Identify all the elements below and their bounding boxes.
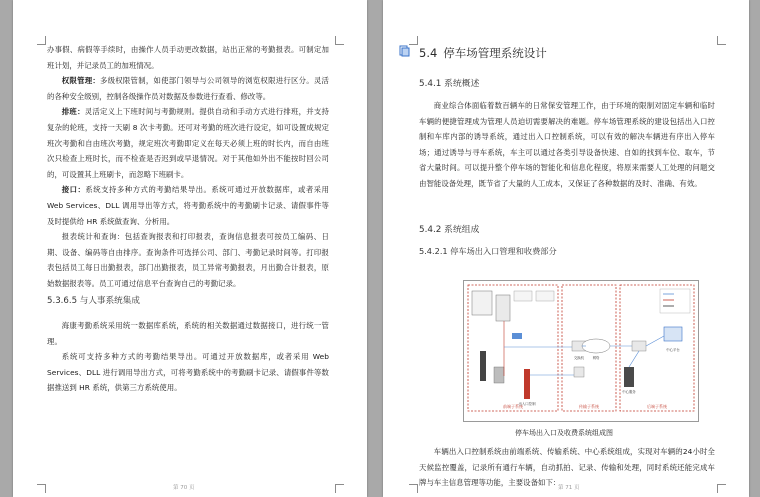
overview-body (419, 98, 715, 192)
legend (660, 289, 690, 313)
section-heading: 5.4.2 系统组成 (419, 225, 480, 235)
left-body (47, 42, 329, 292)
page-number: 第 70 页 (173, 485, 195, 491)
heading-5-4-2-1 (419, 246, 715, 257)
device-label-box (536, 291, 554, 301)
paragraph-entrance-system: 车辆出入口控制系统由前端系统、传输系统、中心系统组成，实现对车辆的24小时全天候监控覆盖，记录所有通行车辆，自动抓拍、记录、传输和处理，同时系统还能完成车牌与车主信息管理等功能，主要设备如下： (419, 447, 715, 488)
document-page-right (383, 0, 749, 497)
monitor-icon (664, 327, 682, 341)
paragraph-leave: 办事假、病假等手续时，由操作人员手动更改数据，站出正常的考勤报表。可制定加班计划，并记录员工的加班情况。 (47, 45, 329, 70)
crop-mark (37, 484, 46, 493)
label-entrance-control: 出入口控制 (518, 402, 536, 406)
section-hr-integration (47, 294, 329, 306)
camera-pole-icon (480, 351, 486, 381)
paragraph-report: 报表统计和查询：包括查询报表和打印报表，查询信息报表可按员工编码、日期、设备、编码等自由排序。查询条件可选择公司、部门、考勤记录时间等。打印报表包括员工每日出勤报表，部门出勤报表，员工异常考勤报表，月出勤合计报表，原始数据报表等。员工可通过信息平台查询自己的考勤记录。 (47, 232, 329, 288)
zone-label-transmission: 传输子系统 (579, 404, 599, 409)
paragraph-overview: 商业综合体面临着数百辆车的日常保安管理工作，由于环境的限制对固定车辆和临时车辆的便捷管理成为管理人员迫切需要解决的难题。停车场管理系统的建设包括出入口控制和车库内部的诱导系统，通过出入口控制系统，可以有效的解决车辆进有序出入停车场；通过诱导与寻车系统，车主可以通过各类引导设备快速、自如的找到车位、取车，节省大量时间。可以提升整个停车场的智能化和信息化程度，将原来需要人工处理的问题交由智能设备处理，既节省了大量的人工成本，又保证了各种数据的及时、准确、有效。 (419, 101, 715, 188)
heading-number: 5.4 (419, 46, 438, 60)
server-icon (624, 367, 634, 387)
heading-5-4 (419, 45, 715, 61)
document-page-left (13, 0, 367, 497)
crop-mark (37, 36, 46, 45)
diagram-caption: 停车场出入口及收费系统组成图 (515, 429, 613, 437)
crop-mark (717, 484, 726, 493)
heading-title: 停车场管理系统设计 (443, 46, 547, 60)
page-number: 第 71 页 (558, 485, 580, 491)
subsection-heading: 5.4.2.1 停车场出入口管理和收费部分 (419, 246, 557, 256)
zone-label-backend: 后端子系统 (647, 404, 667, 409)
paragraph-scheduling: 排班：灵活定义上下班时间与考勤规则。提供自动和手动方式进行排班，并支持复杂的轮班，支持一天刷 8 次卡考勤。还可对考勤的班次进行设定，如可设置成规定班次考勤和自由班次考勤，规定班次考勤即定义在每天必须上班的时长内，而自由班次只检查上班时长，而不检查是否迟到或早退情况。对于其他如外出不能按时回公司的，可设置其上班刷卡，而忽略下班刷卡。 (47, 107, 329, 179)
crop-mark (409, 36, 418, 45)
paragraph-permission: 权限管理：多级权限管制，如使部门领导与公司领导的浏览权限进行区分。灵活的各种安全级别，控制各级操作员对数据及参数进行查看、修改等。 (47, 76, 329, 101)
device-label-box (514, 291, 532, 301)
heading-5-4-1 (419, 76, 715, 89)
switch-icon (632, 341, 646, 351)
label-network: 网络 (592, 356, 600, 360)
zone-label-frontend: 前端子系统 (503, 404, 523, 409)
ticket-box-icon (494, 367, 504, 383)
label-center-server: 中心服务 (622, 390, 636, 394)
section-heading: 5.4.1 系统概述 (419, 79, 480, 89)
paragraph-export: 系统可支持多种方式的考勤结果导出。可通过开放数据库，或者采用 Web Services、DLL 进行调用导出方式，可将考勤系统中的考勤刷卡记录、请假事件等数据推送到 HR 系统，供第三方系统使用。 (47, 352, 329, 393)
crop-mark (409, 484, 418, 493)
section-heading: 5.3.6.5 与人事系统集成 (47, 296, 140, 306)
barrier-gate-icon (524, 369, 530, 399)
crop-mark (335, 36, 344, 45)
device-panel (496, 295, 510, 321)
parking-system-diagram (463, 280, 699, 422)
device-panel (472, 291, 492, 315)
left-body-2 (47, 318, 329, 396)
heading-5-4-2 (419, 222, 715, 235)
crop-mark (335, 484, 344, 493)
network-cloud-icon (582, 339, 610, 353)
paragraph-unified-db: 海康考勤系统采用统一数据库系统，系统的相关数据通过数据接口，进行统一管理。 (47, 321, 329, 346)
switch-icon (574, 367, 584, 377)
label-switch: 交换机 (573, 356, 585, 360)
camera-icon (512, 333, 522, 339)
crop-mark (717, 36, 726, 45)
paragraph-interface: 接口：系统支持多种方式的考勤结果导出。系统可通过开放数据库，或者采用 Web Services、DLL 调用导出等方式，将考勤系统中的考勤刷卡记录、请假事件等及时提供给 HR 系统做查询、分析用。 (47, 185, 329, 226)
document-outline-icon[interactable] (399, 45, 411, 57)
label-center-platform: 中心平台 (666, 348, 680, 352)
